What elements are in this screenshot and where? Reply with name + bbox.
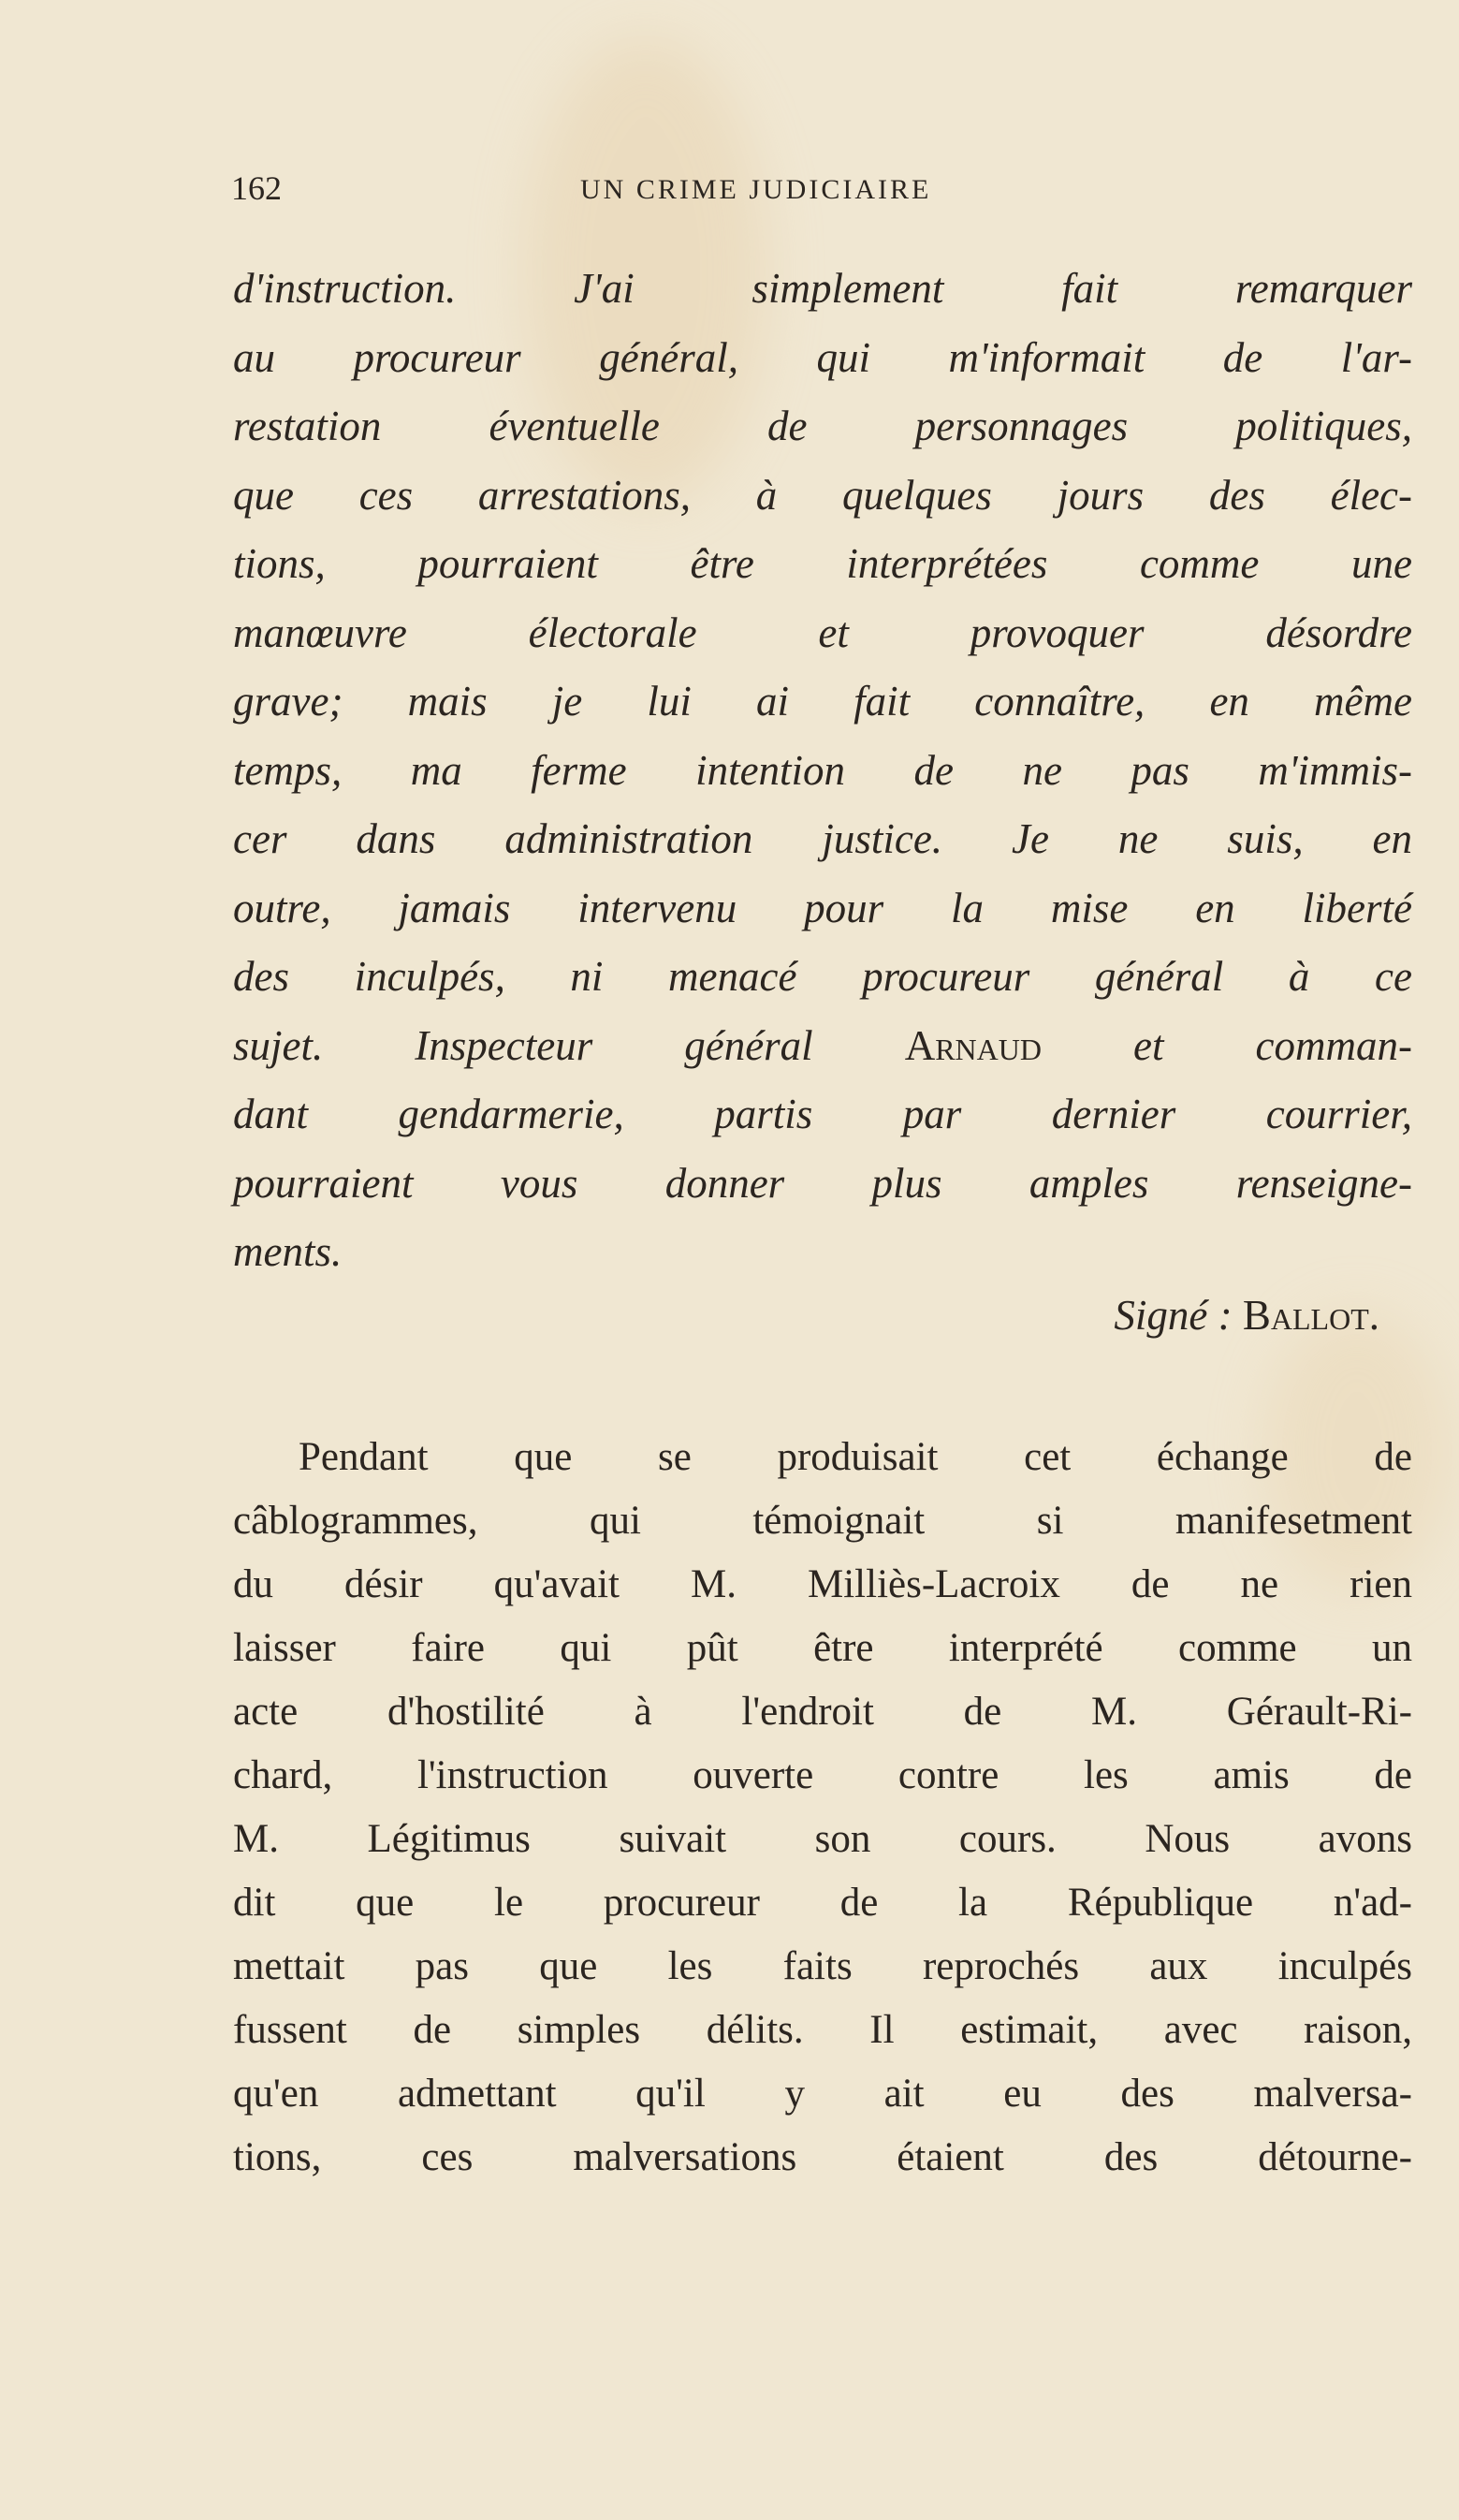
text-line: Pendant que se produisait cet échange de xyxy=(299,1435,1412,1479)
text-line: pourraient vous donner plus amples renseigne- xyxy=(233,1159,1412,1207)
body-paragraph xyxy=(233,1426,1412,2190)
person-name: Arnaud xyxy=(904,1021,1042,1069)
text-line: tions, ces malversations étaient des détourne- xyxy=(233,2135,1412,2179)
text-line: dit que le procureur de la République n'ad- xyxy=(233,1881,1412,1925)
text-line: des inculpés, ni menacé procureur général à ce xyxy=(233,953,1412,1000)
text-line: acte d'hostilité à l'endroit de M. Gérault-Ri- xyxy=(233,1690,1412,1734)
telegram-text xyxy=(233,255,1412,1287)
text-line: que ces arrestations, à quelques jours des élec- xyxy=(233,471,1412,519)
text-segment: sujet. Inspecteur général xyxy=(233,1021,905,1069)
text-line: ments. xyxy=(233,1228,343,1275)
text-line: du désir qu'avait M. Milliès-Lacroix de ne rien xyxy=(233,1562,1412,1606)
signature-name: Ballot. xyxy=(1242,1292,1379,1339)
text-line: manœuvre électorale et provoquer désordre xyxy=(233,608,1412,656)
text-line xyxy=(233,1012,1412,1081)
text-line: outre, jamais intervenu pour la mise en liberté xyxy=(233,884,1412,931)
text-line: grave; mais je lui ai fait connaître, en même xyxy=(233,678,1412,725)
text-line: restation éventuelle de personnages politiques, xyxy=(233,403,1412,449)
text-line: M. Légitimus suivait son cours. Nous avons xyxy=(233,1817,1412,1861)
text-line: d'instruction. J'ai simplement fait remarquer xyxy=(233,265,1412,312)
text-line: tions, pourraient être interprétées comme une xyxy=(233,540,1412,587)
text-line: câblogrammes, qui témoignait si manifesetment xyxy=(233,1499,1412,1543)
page-number: 162 xyxy=(231,169,282,207)
text-line: dant gendarmerie, partis par dernier courrier, xyxy=(233,1091,1412,1137)
signature xyxy=(233,1282,1379,1351)
text-line: fussent de simples délits. Il estimait, avec raison, xyxy=(233,2008,1412,2052)
signature-label: Signé : xyxy=(1114,1292,1233,1339)
text-line: qu'en admettant qu'il y ait eu des malversa- xyxy=(233,2072,1412,2116)
text-line: mettait pas que les faits reprochés aux inculpés xyxy=(233,1944,1412,1988)
text-segment: et comman- xyxy=(1042,1021,1412,1069)
text-line: cer dans administration justice. Je ne suis, en xyxy=(233,815,1412,862)
running-title: UN CRIME JUDICIAIRE xyxy=(580,174,932,205)
text-line: laisser faire qui pût être interprété comme un xyxy=(233,1626,1412,1670)
text-line: chard, l'instruction ouverte contre les amis de xyxy=(233,1753,1412,1797)
text-line: temps, ma ferme intention de ne pas m'immis- xyxy=(233,746,1412,794)
text-line: au procureur général, qui m'informait de l'ar- xyxy=(233,333,1412,381)
